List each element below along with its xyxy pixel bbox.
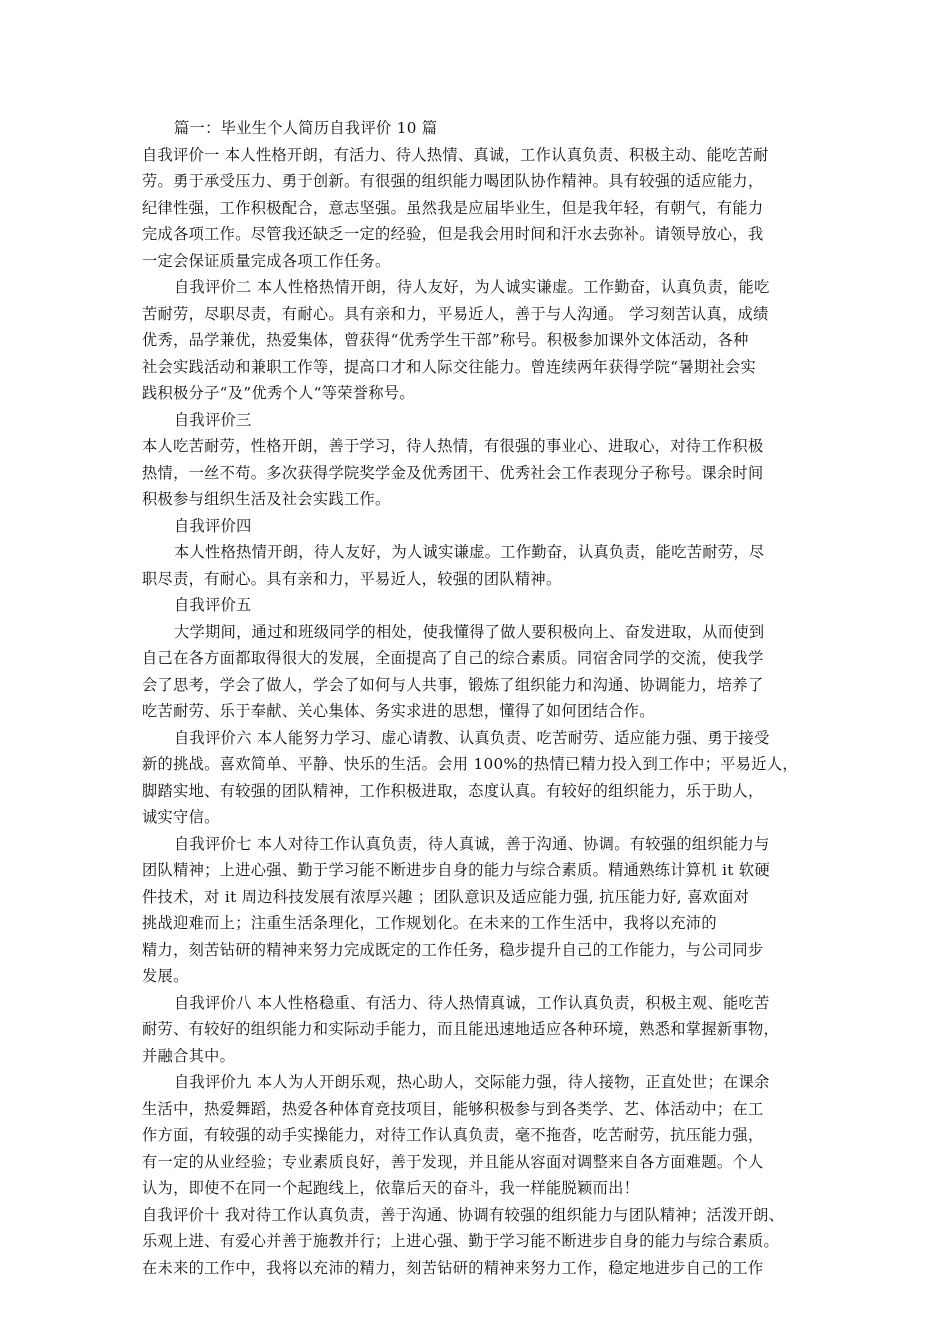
- text-line: 热情，一丝不苟。多次获得学院奖学金及优秀团干、优秀社会工作表现分子称号。课余时间: [142, 463, 764, 482]
- text-line: 本人性格热情开朗，待人友好，为人诚实谦虚。工作勤奋，认真负责，能吃苦耐劳，尽: [174, 543, 765, 561]
- text-line: 自我评价八 本人性格稳重、有活力、待人热情真诚，工作认真负责，积极主观、能吃苦: [174, 993, 770, 1012]
- text-line: 篇一：毕业生个人简历自我评价 10 篇: [174, 119, 438, 137]
- text-line: 新的挑战。喜欢简单、平静、快乐的生活。会用 100%的热情已精力投入到工作中；平易近人，: [142, 755, 798, 773]
- text-line: 职尽责，有耐心。具有亲和力，平易近人，较强的团队精神。: [142, 569, 562, 588]
- text-line: 一定会保证质量完成各项工作任务。: [142, 251, 391, 270]
- text-line: 认为，即使不在同一个起跑线上，依靠后天的奋斗，我一样能脱颖而出！: [142, 1179, 640, 1197]
- text-line: 件技术，对 it 周边科技发展有浓厚兴趣 ；团队意识及适应能力强, 抗压能力好, 喜欢面对: [142, 887, 750, 906]
- text-line: 自我评价五: [174, 596, 252, 614]
- text-line: 吃苦耐劳、乐于奉献、关心集体、务实求进的思想，懂得了如何团结合作。: [142, 702, 655, 720]
- text-line: 自我评价六 本人能努力学习、虚心请教、认真负责、吃苦耐劳、适应能力强、勇于接受: [174, 728, 770, 747]
- text-line: 有一定的从业经验；专业素质良好，善于发现，并且能从容面对调整来自各方面难题。个人: [142, 1152, 764, 1171]
- text-line: 作方面，有较强的动手实操能力，对待工作认真负责，毫不拖沓，吃苦耐劳，抗压能力强，: [142, 1126, 764, 1144]
- text-line: 社会实践活动和兼职工作等，提高口才和人际交往能力。曾连续两年获得学院“暑期社会实: [142, 357, 757, 376]
- text-line: 积极参与组织生活及社会实践工作。: [142, 490, 391, 508]
- text-line: 精力，刻苦钻研的精神来努力完成既定的工作任务，稳步提升自己的工作能力，与公司同步: [142, 940, 764, 959]
- text-line: 劳。勇于承受压力、勇于创新。有很强的组织能力喝团队协作精神。具有较强的适应能力，: [142, 172, 764, 190]
- text-line: 发展。: [142, 967, 189, 985]
- text-line: 会了思考，学会了做人，学会了如何与人共事，锻炼了组织能力和沟通、协调能力，培养了: [142, 675, 764, 694]
- text-line: 诚实守信。: [142, 808, 220, 826]
- text-line: 自我评价十 我对待工作认真负责，善于沟通、协调有较强的组织能力与团队精神；活泼开朗、: [142, 1205, 785, 1224]
- text-line: 自我评价九 本人为人开朗乐观，热心助人，交际能力强，待人接物，正直处世；在课余: [174, 1073, 770, 1091]
- text-line: 生活中，热爱舞蹈，热爱各种体育竞技项目，能够积极参与到各类学、艺、体活动中；在工: [142, 1099, 764, 1118]
- text-line: 团队精神；上进心强、勤于学习能不断进步自身的能力与综合素质。精通熟练计算机 it 软硬: [142, 861, 770, 879]
- text-line: 自我评价四: [174, 516, 252, 535]
- text-line: 挑战迎难而上；注重生活条理化，工作规划化。在未来的工作生活中，我将以充沛的: [142, 914, 717, 932]
- text-line: 自己在各方面都取得很大的发展，全面提高了自己的综合素质。同宿舍同学的交流，使我学: [142, 649, 764, 667]
- text-line: 自我评价二 本人性格热情开朗，待人友好，为人诚实谦虚。工作勤奋，认真负责，能吃: [174, 278, 770, 296]
- text-line: 自我评价一 本人性格开朗，有活力、待人热情、真诚，工作认真负责、积极主动、能吃苦耐: [142, 145, 769, 164]
- text-line: 自我评价七 本人对待工作认真负责，待人真诚，善于沟通、协调。有较强的组织能力与: [174, 834, 770, 853]
- text-line: 乐观上进、有爱心并善于施教并行；上进心强、勤于学习能不断进步自身的能力与综合素质。: [142, 1232, 780, 1250]
- text-line: 纪律性强，工作积极配合，意志坚强。虽然我是应届毕业生，但是我年轻，有朝气，有能力: [142, 198, 764, 217]
- text-line: 完成各项工作。尽管我还缺乏一定的经验，但是我会用时间和汗水去弥补。请领导放心，我: [142, 225, 764, 243]
- text-line: 并融合其中。: [142, 1046, 236, 1065]
- text-line: 大学期间，通过和班级同学的相处，使我懂得了做人要积极向上、奋发进取，从而使到: [174, 622, 765, 641]
- text-line: 践积极分子“及”优秀个人“等荣誉称号。: [142, 384, 415, 402]
- text-line: 自我评价三: [174, 410, 252, 429]
- text-line: 脚踏实地、有较强的团队精神，工作积极进取，态度认真。有较好的组织能力，乐于助人，: [142, 781, 764, 800]
- text-line: 耐劳、有较好的组织能力和实际动手能力，而且能迅速地适应各种环境，熟悉和掌握新事物，: [142, 1020, 780, 1038]
- text-line: 本人吃苦耐劳，性格开朗，善于学习，待人热情，有很强的事业心、进取心，对待工作积极: [142, 437, 764, 455]
- text-line: 优秀，品学兼优，热爱集体，曾获得“优秀学生干部”称号。积极参加课外文体活动，各种: [142, 331, 749, 349]
- text-line: 苦耐劳，尽职尽责，有耐心。具有亲和力，平易近人，善于与人沟通。 学习刻苦认真，成绩: [142, 304, 769, 323]
- document-page: [142, 115, 814, 1281]
- text-line: 在未来的工作中，我将以充沛的精力，刻苦钻研的精神来努力工作，稳定地进步自己的工作: [142, 1258, 764, 1277]
